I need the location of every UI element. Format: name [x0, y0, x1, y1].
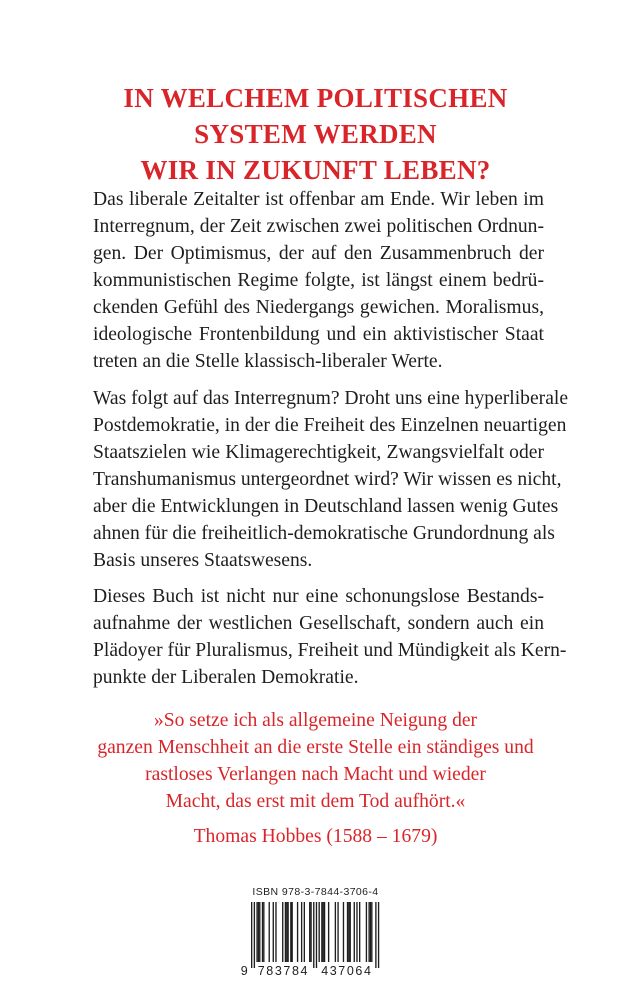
- barcode-bar: [347, 902, 348, 962]
- barcode-bar: [348, 902, 349, 962]
- barcode-bar: [335, 902, 336, 962]
- text-line: Was folgt auf das Interregnum? Droht uns eine hyperliberale: [93, 388, 569, 409]
- barcode-bar: [343, 902, 344, 962]
- text-line: Staatszielen wie Klimagerechtigkeit, Zwangsvielfalt oder: [93, 442, 544, 463]
- barcode-bar: [275, 902, 276, 962]
- barcode-bar: [269, 902, 270, 962]
- barcode-bar: [328, 902, 329, 962]
- barcode-guard-bar: [251, 902, 252, 968]
- text-line: ideologische Frontenbildung und ein aktivistischer Staat: [93, 324, 544, 345]
- barcode-guard-bar: [375, 902, 376, 968]
- text-line: aber die Entwicklungen in Deutschland lassen wenig Gutes: [93, 496, 559, 517]
- barcode-bar: [262, 902, 263, 962]
- barcode-bar: [354, 902, 355, 962]
- barcode-bar: [263, 902, 264, 962]
- text-line: Das liberale Zeitalter ist offenbar am Ende. Wir leben im: [93, 189, 544, 210]
- barcode-bar: [290, 902, 291, 962]
- isbn-label: ISBN 978-3-7844-3706-4: [252, 886, 379, 898]
- barcode-bar: [323, 902, 324, 962]
- barcode-bar: [356, 902, 357, 962]
- text-line: treten an die Stelle klassisch-liberaler Werte.: [93, 351, 443, 372]
- quote-line: rastloses Verlangen nach Macht und wieder: [145, 764, 486, 785]
- barcode-guard-bar: [254, 902, 255, 968]
- text-line: kommunistischen Regime folgte, ist längst einem bedrü-: [93, 270, 544, 291]
- quote-attribution: Thomas Hobbes (1588 – 1679): [193, 826, 438, 847]
- barcode-bar: [256, 902, 257, 962]
- barcode-bar: [309, 902, 310, 962]
- barcode-bar: [319, 902, 320, 962]
- barcode-bar: [359, 902, 360, 962]
- text-line: Dieses Buch ist nicht nur eine schonungslose Bestands-: [93, 586, 544, 607]
- headline-line: SYSTEM WERDEN: [194, 119, 437, 149]
- barcode-bar: [321, 902, 322, 962]
- barcode-bar: [273, 902, 274, 962]
- barcode-bar: [258, 902, 259, 962]
- barcode-bar: [292, 902, 293, 962]
- barcode-bar: [285, 902, 286, 962]
- barcode-digits-left: 783784: [257, 964, 310, 976]
- barcode-bar: [310, 902, 311, 962]
- barcode-bar: [350, 902, 351, 962]
- barcode-bar: [324, 902, 325, 962]
- barcode-bar: [368, 902, 369, 962]
- text-line: gen. Der Optimismus, der auf den Zusammenbruch der: [93, 243, 544, 264]
- quote-line: ganzen Menschheit an die erste Stelle ein ständiges und: [97, 737, 534, 758]
- barcode-digits-right: 437064: [321, 964, 373, 976]
- headline-line: IN WELCHEM POLITISCHEN: [123, 83, 508, 113]
- headline-line: WIR IN ZUKUNFT LEBEN?: [140, 155, 491, 185]
- text-line: Plädoyer für Pluralismus, Freiheit und Mündigkeit als Kern-: [93, 640, 567, 661]
- text-line: aufnahme der westlichen Gesellschaft, sondern auch ein: [93, 613, 544, 634]
- text-line: ahnen für die freiheitlich-demokratische Grundordnung als: [93, 523, 555, 544]
- barcode-guard-bar: [316, 902, 317, 968]
- isbn-barcode: [241, 902, 388, 976]
- barcode-digit-lead: 9: [241, 964, 250, 976]
- barcode-bar: [304, 902, 305, 962]
- barcode-bar: [286, 902, 287, 962]
- barcode-bar: [282, 902, 283, 962]
- barcode-bar: [259, 902, 260, 962]
- text-line: punkte der Liberalen Demokratie.: [93, 667, 359, 688]
- text-line: Postdemokratie, in der die Freiheit des Einzelnen neuartigen: [93, 415, 567, 436]
- quote-line: »So setze ich als allgemeine Neigung der: [153, 710, 478, 731]
- quote-line: Macht, das erst mit dem Tod aufhört.«: [165, 791, 466, 812]
- barcode-bar: [297, 902, 298, 962]
- barcode-bar: [301, 902, 302, 962]
- text-line: ckenden Gefühl des Niedergangs gewichen. Moralismus,: [93, 297, 544, 318]
- barcode-bar: [371, 902, 372, 962]
- text-line: Basis unseres Staatswesens.: [93, 550, 313, 571]
- text-line: Transhumanismus untergeordnet wird? Wir wissen es nicht,: [93, 469, 562, 490]
- barcode-bar: [370, 902, 371, 962]
- barcode-bar: [337, 902, 338, 962]
- barcode-bar: [287, 902, 288, 962]
- barcode-guard-bar: [313, 902, 314, 968]
- text-line: Interregnum, der Zeit zwischen zwei politischen Ordnun-: [93, 216, 544, 237]
- barcode-bar: [366, 902, 367, 962]
- barcode-guard-bar: [378, 902, 379, 968]
